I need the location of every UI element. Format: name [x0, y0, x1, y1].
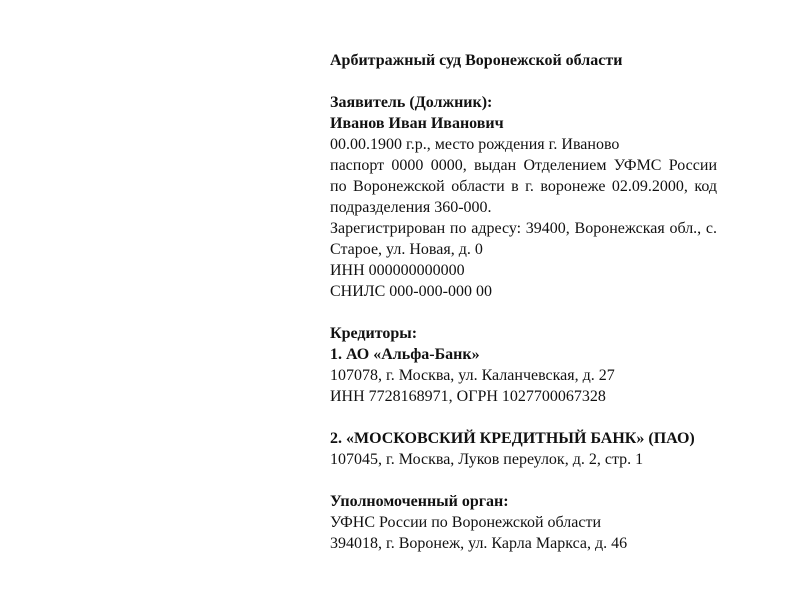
authority-address: 394018, г. Воронеж, ул. Карла Маркса, д. 46: [330, 535, 628, 552]
spacer: [330, 407, 717, 428]
creditor-address: 107045, г. Москва, Луков переулок, д. 2, стр. 1: [330, 451, 644, 468]
creditor-item: [330, 344, 717, 407]
applicant-registration: Зарегистрирован по адресу: 39400, Воронежская обл., с. Старое, ул. Новая, д. 0: [330, 220, 717, 258]
spacer: [330, 302, 717, 323]
creditor-address: 107078, г. Москва, ул. Каланчевская, д. 27: [330, 367, 615, 384]
applicant-passport: паспорт 0000 0000, выдан Отделением УФМС России по Воронежской области в г. воронеже 02.09.2000, код подразделения 360-000.: [330, 157, 717, 216]
creditor-name: 1. АО «Альфа-Банк»: [330, 346, 480, 363]
creditors-heading: Кредиторы:: [330, 325, 418, 342]
applicant-snils: СНИЛС 000-000-000 00: [330, 283, 492, 300]
applicant-name: Иванов Иван Иванович: [330, 115, 504, 132]
creditor-ids: ИНН 7728168971, ОГРН 1027700067328: [330, 388, 606, 405]
applicant-birth: 00.00.1900 г.р., место рождения г. Иваново: [330, 136, 620, 153]
applicant-inn: ИНН 000000000000: [330, 262, 465, 279]
creditor-name: 2. «МОСКОВСКИЙ КРЕДИТНЫЙ БАНК» (ПАО): [330, 430, 695, 447]
creditor-item: [330, 428, 717, 470]
court-name: Арбитражный суд Воронежской области: [330, 52, 623, 69]
authority-heading: Уполномоченный орган:: [330, 493, 509, 510]
authority-name: УФНС России по Воронежской области: [330, 514, 602, 531]
authority-section: [330, 491, 717, 554]
spacer: [330, 470, 717, 491]
applicant-section: [330, 92, 717, 302]
spacer: [330, 71, 717, 92]
applicant-heading: Заявитель (Должник):: [330, 94, 493, 111]
document-header-block: [330, 50, 717, 554]
creditors-section: [330, 323, 717, 470]
